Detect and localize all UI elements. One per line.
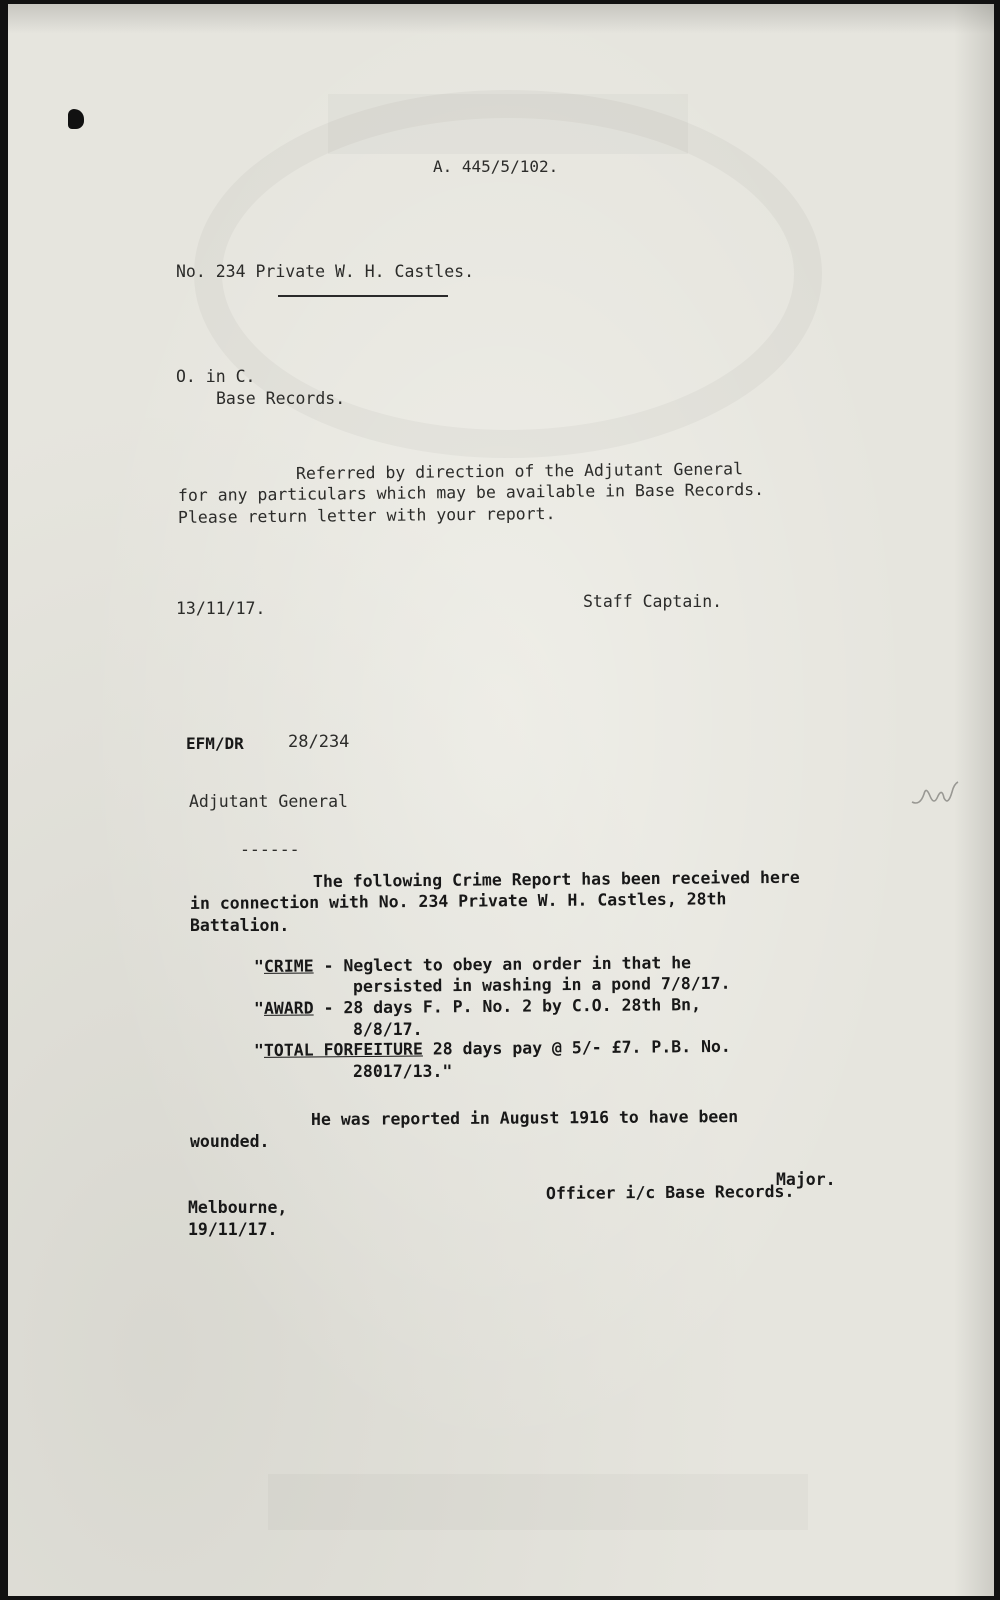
crime-label: CRIME (263, 956, 314, 976)
staff-captain-signatory: Staff Captain. (583, 592, 723, 611)
award-text-1: - 28 days F. P. No. 2 by C.O. 28th Bn, (313, 995, 702, 1018)
forfeiture-text-2: 28017/13." (353, 1062, 453, 1081)
addressee-line-1: O. in C. (176, 367, 256, 386)
crime-line: "CRIME - Neglect to obey an order in that he (253, 953, 692, 976)
forfeiture-label: TOTAL FORFEITURE (263, 1039, 423, 1060)
crime-text-1: - Neglect to obey an order in that he (313, 953, 692, 976)
wounded-line-1: He was reported in August 1916 to have been (310, 1107, 739, 1129)
minute-line-3: Please return letter with your report. (177, 504, 556, 527)
subject-underline (278, 295, 448, 297)
reply-body-line-2: in connection with No. 234 Private W. H. Castles, 28th (189, 889, 727, 913)
handwritten-initials (906, 772, 966, 820)
reply-reference-number: 28/234 (288, 732, 350, 752)
award-text-2: 8/8/17. (353, 1020, 423, 1039)
officer-signatory: Officer i/c Base Records. (545, 1181, 795, 1203)
crime-text-2: persisted in washing in a pond 7/8/17. (352, 973, 731, 996)
reply-date: 19/11/17. (188, 1220, 278, 1239)
subject-line: No. 234 Private W. H. Castles. (176, 262, 475, 281)
award-label: AWARD (263, 998, 314, 1018)
reply-body-line-3: Battalion. (190, 916, 290, 935)
rank: Major. (776, 1170, 836, 1189)
reply-dashes: ------ (240, 840, 300, 859)
wounded-line-2: wounded. (190, 1132, 270, 1151)
minute-line-2: for any particulars which may be available in Base Records. (177, 479, 765, 505)
reference-number: A. 445/5/102. (433, 157, 559, 176)
forfeiture-line: "TOTAL FORFEITURE 28 days pay @ 5/- £7. P.B. No. (253, 1036, 731, 1060)
place: Melbourne, (188, 1198, 288, 1217)
reply-addressee: Adjutant General (189, 792, 348, 811)
minute-date: 13/11/17. (176, 599, 266, 618)
minute-line-1: Referred by direction of the Adjutant General (295, 459, 744, 483)
document-page (8, 4, 994, 1596)
reply-reference-prefix: EFM/DR (186, 734, 244, 753)
addressee-line-2: Base Records. (216, 389, 346, 408)
punch-hole (68, 109, 84, 129)
forfeiture-text-1: 28 days pay @ 5/- £7. P.B. No. (422, 1036, 731, 1059)
award-line: "AWARD - 28 days F. P. No. 2 by C.O. 28th Bn, (253, 995, 702, 1018)
reply-body-line-1: The following Crime Report has been received here (312, 867, 800, 891)
watermark-bottom (268, 1464, 828, 1544)
